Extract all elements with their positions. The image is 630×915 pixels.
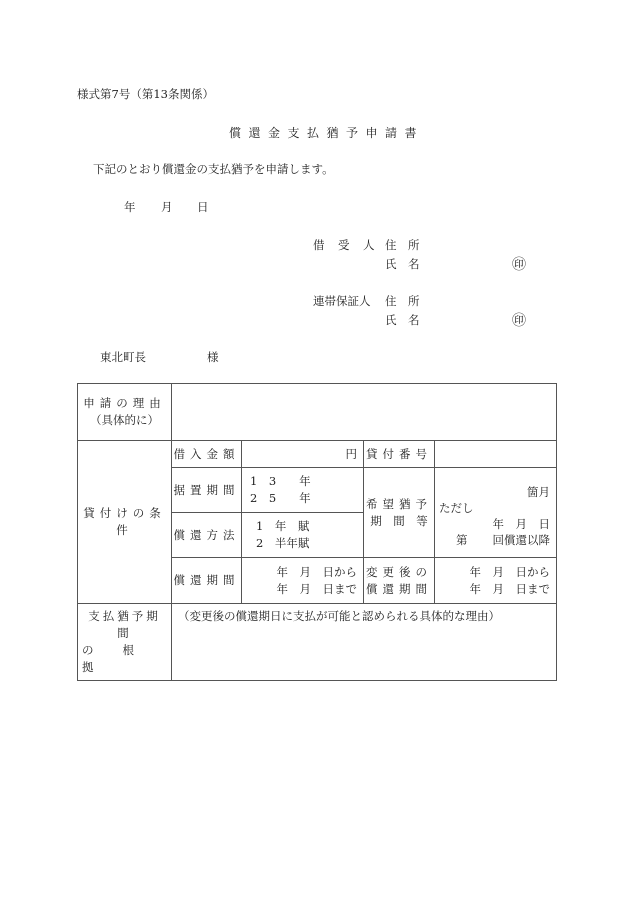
grace-months-label: 箇月 xyxy=(527,485,550,499)
loan-number-label: 貸付番号 xyxy=(364,441,435,468)
intro-text: 下記のとおり償還金の支払猶予を申請します。 xyxy=(93,162,334,176)
borrower-seal-icon: ㊞ xyxy=(512,257,526,273)
date-month-label: 月 xyxy=(161,200,173,214)
repayment-period-input[interactable] xyxy=(242,558,364,604)
repayment-method-option-1[interactable]: 1 年 賦 xyxy=(256,519,310,533)
basis-sublabel: の 根 拠 xyxy=(82,643,163,674)
desired-grace-sublabel: 期 間 等 xyxy=(370,513,428,528)
application-table xyxy=(77,383,557,681)
document-title: 償還金支払猶予申請書 xyxy=(229,126,425,140)
borrower-name-label: 氏 名 xyxy=(385,257,420,271)
guarantor-name-label: 氏 名 xyxy=(385,313,420,327)
conditions-label: 貸付けの条件 xyxy=(78,441,172,604)
reason-input[interactable] xyxy=(172,384,557,441)
addressee-honorific: 様 xyxy=(207,350,219,364)
basis-label-cell xyxy=(78,604,172,681)
yen-unit: 円 xyxy=(345,446,357,461)
deferment-option-1[interactable]: 1 3 年 xyxy=(250,474,311,488)
loan-number-input[interactable] xyxy=(435,441,557,468)
repayment-period-from: 年 月 日から xyxy=(276,564,357,579)
basis-label: 支払猶予期間 xyxy=(88,609,161,640)
grace-however-label: ただし xyxy=(439,501,474,515)
repayment-method-label: 償還方法 xyxy=(172,513,242,558)
changed-period-input[interactable] xyxy=(435,558,557,604)
guarantor-seal-icon: ㊞ xyxy=(512,313,526,329)
repayment-method-options[interactable] xyxy=(242,513,364,558)
grace-date-label: 年 月 日 xyxy=(492,517,550,531)
reason-row xyxy=(78,384,557,441)
guarantor-label: 連帯保証人 xyxy=(313,294,371,308)
loan-amount-label: 借入金額 xyxy=(172,441,242,468)
basis-input[interactable] xyxy=(172,604,557,681)
borrower-label: 借 受 人 xyxy=(313,238,376,252)
changed-period-label-cell xyxy=(364,558,435,604)
guarantor-address-label: 住 所 xyxy=(385,294,420,308)
desired-grace-input[interactable] xyxy=(435,468,557,558)
desired-grace-label: 希望猶予 xyxy=(366,496,432,511)
deferment-options[interactable] xyxy=(242,468,364,513)
changed-period-sublabel: 償還期間 xyxy=(366,581,432,596)
reason-sublabel: （具体的に） xyxy=(90,413,159,427)
basis-note: （変更後の償還期日に支払が可能と認められる具体的な理由） xyxy=(178,609,500,623)
borrower-address-label: 住 所 xyxy=(385,238,420,252)
changed-period-from: 年 月 日から xyxy=(469,564,550,579)
repayment-period-to: 年 月 日まで xyxy=(276,581,357,596)
repayment-period-label: 償還期間 xyxy=(172,558,242,604)
reason-label: 申請の理由 xyxy=(83,396,166,410)
changed-period-label: 変更後の xyxy=(366,564,432,579)
date-year-label: 年 xyxy=(124,200,136,214)
desired-grace-label-cell xyxy=(364,468,435,558)
changed-period-to: 年 月 日まで xyxy=(469,581,550,596)
date-day-label: 日 xyxy=(197,200,209,214)
deferment-option-2[interactable]: 2 5 年 xyxy=(250,491,311,505)
loan-amount-row xyxy=(78,441,557,468)
deferment-label: 据置期間 xyxy=(172,468,242,513)
reason-label-cell xyxy=(78,384,172,441)
form-number: 様式第7号（第13条関係） xyxy=(77,87,214,101)
addressee-name: 東北町長 xyxy=(100,350,146,364)
grace-after-label: 回償還以降 xyxy=(492,533,550,547)
basis-row xyxy=(78,604,557,681)
grace-nth-label: 第 xyxy=(456,533,468,547)
loan-amount-input[interactable] xyxy=(242,441,364,468)
repayment-method-option-2[interactable]: 2 半年賦 xyxy=(256,536,310,550)
